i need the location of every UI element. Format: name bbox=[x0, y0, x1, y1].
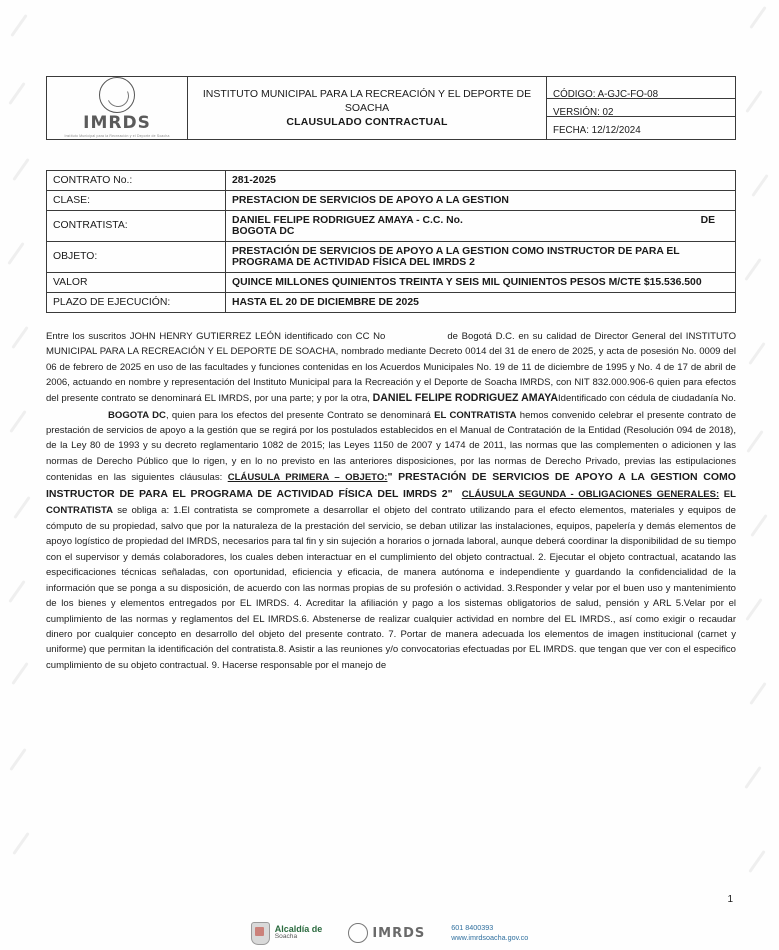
contract-info-table bbox=[46, 170, 736, 313]
value-contratista-name: DANIEL FELIPE RODRIGUEZ AMAYA - C.C. No. bbox=[232, 214, 463, 226]
alcaldia-logo bbox=[251, 922, 323, 945]
alcaldia-line2: Soacha bbox=[274, 933, 298, 941]
imrds-logo-icon bbox=[99, 77, 135, 113]
alcaldia-line1: Alcaldía de bbox=[274, 923, 323, 934]
table-row bbox=[47, 272, 736, 292]
value-contrato-no: 281-2025 bbox=[226, 170, 736, 190]
value-valor: QUINCE MILLONES QUINIENTOS TREINTA Y SEIS MIL QUINIENTOS PESOS M/CTE $15.536.500 bbox=[226, 272, 736, 292]
body-intro-c: Identificado con cédula de ciudadanía No. bbox=[557, 393, 737, 405]
document-footer bbox=[0, 916, 779, 950]
footer-imrds-wordmark: IMRDS bbox=[372, 925, 426, 941]
page-number: 1 bbox=[727, 894, 733, 905]
value-plazo-ejecucion: HASTA EL 20 DE DICIEMBRE DE 2025 bbox=[226, 292, 736, 312]
meta-version: VERSIÓN: 02 bbox=[547, 99, 735, 117]
body-el-contratista: EL CONTRATISTA bbox=[434, 409, 517, 421]
meta-fecha: FECHA: 12/12/2024 bbox=[553, 124, 641, 136]
document-header-table bbox=[46, 76, 736, 140]
watermark-left bbox=[0, 0, 44, 950]
watermark-right bbox=[735, 0, 779, 950]
label-contratista: CONTRATISTA: bbox=[47, 210, 226, 241]
document-meta-cell bbox=[547, 77, 736, 140]
meta-codigo: CÓDIGO: A-GJC-FO-08 bbox=[547, 81, 735, 99]
clause-primera-heading: CLÁUSULA PRIMERA – OBJETO: bbox=[227, 472, 388, 484]
body-contratista-name: DANIEL FELIPE RODRIGUEZ AMAYA bbox=[372, 392, 558, 405]
imrds-logo-subtitle: Instituto Municipal para la Recreación y el Deporte de Soacha bbox=[64, 134, 170, 138]
table-row bbox=[47, 210, 736, 241]
value-clase: PRESTACION DE SERVICIOS DE APOYO A LA GESTION bbox=[226, 190, 736, 210]
body-intro-e: hemos convenido celebrar el presente contrato de prestación de servicios de apoyo a la gestión que se regirá por los postulados establecidos en el Manual de Contratación de la Entidad (Resolución 094 de 2018), de la Ley 80 de 1993 y su decreto reglamentario 1082 de 2015; las Leyes 1150 de 2007 y 1474 de 2011, las normas que las complementen o adicionen y las normas de Derecho Público que lo rigen, y en lo no previsto en las anteriores disposiciones, por las normas de Derecho Privado, previas las estipulaciones contenidas en las siguientes cláusulas: bbox=[46, 409, 737, 484]
footer-imrds-logo bbox=[348, 923, 425, 943]
body-p2-a: EL bbox=[719, 489, 737, 501]
value-contratista-city: BOGOTA DC bbox=[232, 225, 295, 237]
body-intro-b: de Bogotá D.C. en su calidad de Director General del INSTITUTO MUNICIPAL PARA LA RECREACIÓN Y EL DEPORTE DE SOACHA, nombrado mediante Decreto 0014 del 31 de enero de 2025, y acta de posesión No. 0009 del 06 de febrero de 2025 en uso de las facultades y funciones contenidas en los Acuerdos Municipales No. 19 de 11 de diciembre de 1995 y No. 4 de 17 de abril de 2006, actuando en nombre y representación del Instituto Municipal para la Recreación y el Deporte de Soacha IMRDS, con NIT 832.000.906-6 quien para efectos del presente contrato se denominará EL IMRDS, por una parte; y por la otra, bbox=[46, 330, 736, 405]
document-title-line1: INSTITUTO MUNICIPAL PARA LA RECREACIÓN Y EL DEPORTE DE SOACHA bbox=[202, 87, 532, 114]
body-contratista-word: CONTRATISTA bbox=[46, 505, 113, 517]
imrds-logo-icon-footer bbox=[348, 923, 368, 943]
footer-contact bbox=[451, 923, 528, 944]
institution-logo-cell bbox=[47, 77, 188, 140]
clause-primera-objeto: " PRESTACIÓN DE SERVICIOS DE APOYO A LA GESTION COMO INSTRUCTOR DE PARA EL PROGRAMA DE ACTIVIDAD FÍSICA DEL IMRDS 2" bbox=[46, 471, 736, 501]
body-intro-a: Entre los suscritos JOHN HENRY GUTIERREZ LEÓN identificado con CC No bbox=[46, 330, 386, 342]
label-contrato-no: CONTRATO No.: bbox=[47, 170, 226, 190]
table-row bbox=[47, 292, 736, 312]
imrds-logo-wordmark: IMRDS bbox=[83, 113, 151, 133]
body-intro-d: , quien para los efectos del presente Contrato se denominará bbox=[165, 409, 435, 421]
label-plazo-ejecucion: PLAZO DE EJECUCIÓN: bbox=[47, 292, 226, 312]
label-clase: CLASE: bbox=[47, 190, 226, 210]
table-row bbox=[47, 190, 736, 210]
document-title-cell bbox=[188, 77, 547, 140]
contract-body-paragraph bbox=[46, 329, 736, 674]
table-row bbox=[47, 241, 736, 272]
document-body bbox=[46, 0, 736, 673]
label-objeto: OBJETO: bbox=[47, 241, 226, 272]
footer-phone: 601 8400393 bbox=[451, 922, 494, 932]
body-ciudad: BOGOTA DC bbox=[108, 409, 166, 421]
document-title-line2: CLAUSULADO CONTRACTUAL bbox=[286, 115, 448, 128]
value-objeto: PRESTACIÓN DE SERVICIOS DE APOYO A LA GESTION COMO INSTRUCTOR DE PARA EL PROGRAMA DE ACTIVIDAD FÍSICA DEL IMRDS 2 bbox=[226, 241, 736, 272]
value-contratista bbox=[226, 210, 736, 241]
body-p2-b: se obliga a: 1.El contratista se compromete a desarrollar el objeto del contrato utilizando para el efecto elementos, materiales y equipos de cómputo de su propiedad, salvo que por la naturaleza de la prestación del servicio, se deban utilizar las instalaciones, equipos, papelería y demás elementos de apoyo logístico de propiedad del IMRDS, necesarios para tal fin y sin sujeción a horarios o jornada laboral, aunque deberá coordinar la disponibilidad de su tiempo con el supervisor y demás colaboradores, los cuales deben interactuar en el cumplimiento del objeto contractual. 2. Ejecutar el objeto contractual, acatando las especificaciones técnicas señaladas, con oportunidad, eficiencia y eficacia, de manera autónoma e independiente y guardando la confidencialidad de la información que se ponga a su disposición, de acuerdo con las normas propias de su profesión o actividad. 3.Responder y velar por el buen uso y mantenimiento de los bienes y elementos entregados por EL IMRDS. 4. Acreditar la afiliación y pago a los sistemas obligatorios de salud, pensión y ARL 5.Velar por el cumplimiento de las normas y reglamentos del EL IMRDS.6. Abstenerse de realizar cualquier actividad en nombre del EL IMRDS., así como exigir o recaudar dinero por cualquier concepto en desarrollo del objeto del presente contrato. 7. Portar de manera adecuada los elementos de imagen institucional (carnet y uniforme) que permitan la identificación del contratista.8. Asistir a las reuniones y/o convocatorias efectuadas por EL IMRDS. que tengan que ver con el especifico cumplimiento de su objeto contractual. 9. Hacerse responsable por el manejo de bbox=[46, 505, 736, 671]
shield-icon bbox=[251, 922, 270, 945]
value-contratista-de: DE bbox=[700, 214, 715, 226]
footer-website[interactable]: www.imrdsoacha.gov.co bbox=[451, 933, 529, 942]
label-valor: VALOR bbox=[47, 272, 226, 292]
table-row bbox=[47, 170, 736, 190]
clause-segunda-heading: CLÁUSULA SEGUNDA - OBLIGACIONES GENERALES: bbox=[461, 489, 720, 501]
